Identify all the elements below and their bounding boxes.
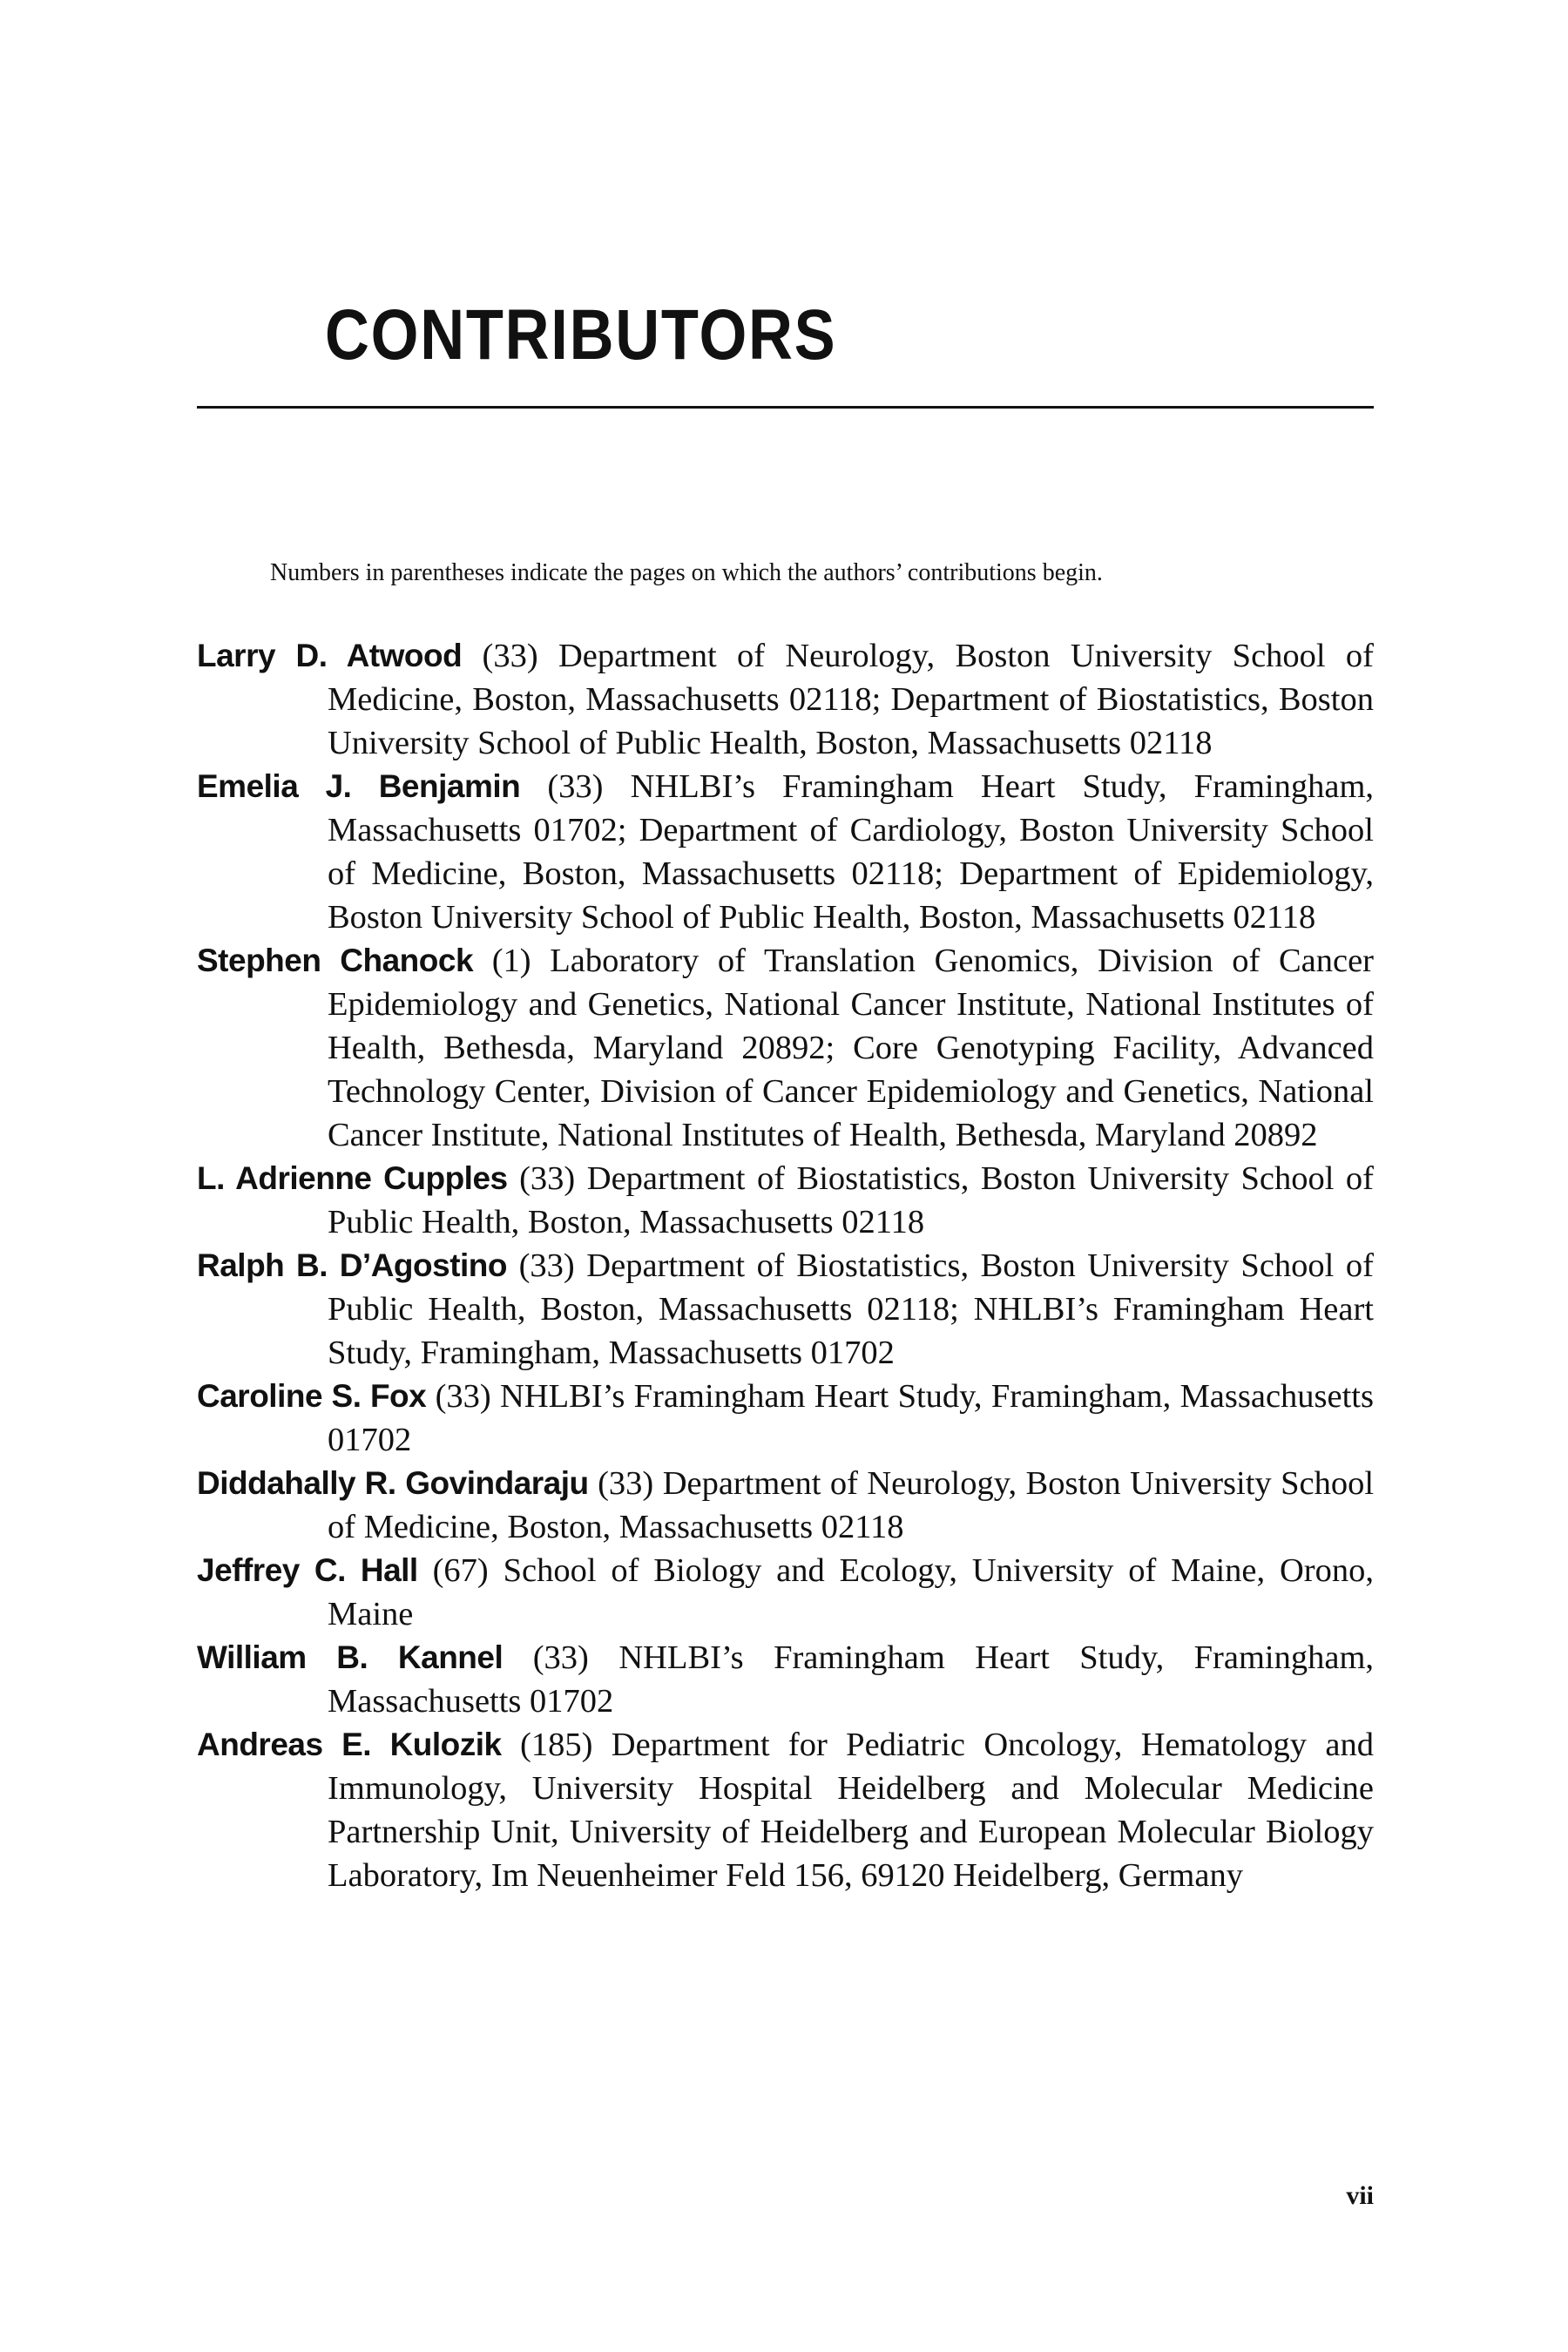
- contributor-page-ref: (33): [519, 1160, 576, 1197]
- contributor-page-ref: (33): [518, 1247, 575, 1284]
- contributor-entry: [197, 939, 1374, 1157]
- contributor-affiliation: Department of Biostatistics, Boston University School of Public Health, Boston, Massachusetts 02118; NHLBI’s Framingham Heart Study, Framingham, Massachusetts 01702: [328, 1247, 1374, 1371]
- contributor-page-ref: (33): [482, 638, 538, 674]
- contributor-affiliation: Department of Neurology, Boston University School of Medicine, Boston, Massachusetts 02118: [328, 1465, 1375, 1545]
- title-rule: [197, 406, 1374, 409]
- contributor-affiliation: NHLBI’s Framingham Heart Study, Framingham, Massachusetts 01702; Department of Cardiology, Boston University School of Medicine, Boston, Massachusetts 02118; Department of Epidemiology, Boston University School of Public Health, Boston, Massachusetts 02118: [328, 768, 1375, 936]
- page-number: vii: [1346, 2181, 1374, 2210]
- contributor-page-ref: (67): [432, 1552, 489, 1589]
- contributor-entry: [197, 1549, 1374, 1636]
- contributor-list: [197, 634, 1374, 1897]
- page-title: CONTRIBUTORS: [325, 295, 837, 375]
- contributor-affiliation: Department for Pediatric Oncology, Hematology and Immunology, University Hospital Heidelberg and Molecular Medicine Partnership Unit, University of Heidelberg and European Molecular Biology Laboratory, Im Neuenheimer Feld 156, 69120 Heidelberg, Germany: [328, 1727, 1374, 1894]
- contributor-name: Andreas E. Kulozik: [197, 1727, 502, 1762]
- intro-note: Numbers in parentheses indicate the pages on which the authors’ contributions begin.: [270, 559, 1103, 586]
- contributor-name: Caroline S. Fox: [197, 1378, 427, 1414]
- contributor-affiliation: Department of Neurology, Boston University School of Medicine, Boston, Massachusetts 02118; Department of Biostatistics, Boston University School of Public Health, Boston, Massachusetts 02118: [328, 638, 1374, 761]
- contributor-affiliation: NHLBI’s Framingham Heart Study, Framingham, Massachusetts 01702: [328, 1378, 1374, 1458]
- contributor-entry: [197, 1636, 1374, 1723]
- contributor-name: Ralph B. D’Agostino: [197, 1247, 508, 1283]
- contributor-name: Stephen Chanock: [197, 943, 474, 978]
- contributor-affiliation: Laboratory of Translation Genomics, Division of Cancer Epidemiology and Genetics, National Cancer Institute, National Institutes of Health, Bethesda, Maryland 20892; Core Genotyping Facility, Advanced Technology Center, Division of Cancer Epidemiology and Genetics, National Cancer Institute, National Institutes of Health, Bethesda, Maryland 20892: [328, 943, 1374, 1153]
- contributor-entry: [197, 1462, 1374, 1549]
- contributor-page-ref: (33): [547, 768, 604, 805]
- contributor-affiliation: NHLBI’s Framingham Heart Study, Framingham, Massachusetts 01702: [328, 1639, 1375, 1720]
- contributor-name: William B. Kannel: [197, 1639, 504, 1675]
- contributor-name: Jeffrey C. Hall: [197, 1552, 418, 1588]
- contributor-page-ref: (1): [491, 943, 531, 979]
- contributor-affiliation: School of Biology and Ecology, University of Maine, Orono, Maine: [328, 1552, 1374, 1632]
- contributor-entry: [197, 1723, 1374, 1897]
- contributor-name: Diddahally R. Govindaraju: [197, 1465, 589, 1501]
- contributor-entry: [197, 1244, 1374, 1375]
- contributor-name: Emelia J. Benjamin: [197, 768, 521, 804]
- contributor-entry: [197, 765, 1374, 939]
- contributor-entry: [197, 634, 1374, 765]
- contributor-entry: [197, 1375, 1374, 1462]
- contributor-name: Larry D. Atwood: [197, 638, 463, 673]
- contributor-name: L. Adrienne Cupples: [197, 1160, 508, 1196]
- contributor-page-ref: (33): [598, 1465, 654, 1502]
- contributor-entry: [197, 1157, 1374, 1244]
- contributor-page-ref: (33): [435, 1378, 491, 1415]
- contributor-page-ref: (33): [532, 1639, 589, 1676]
- contributor-affiliation: Department of Biostatistics, Boston University School of Public Health, Boston, Massachusetts 02118: [328, 1160, 1375, 1240]
- contributor-page-ref: (185): [520, 1727, 593, 1763]
